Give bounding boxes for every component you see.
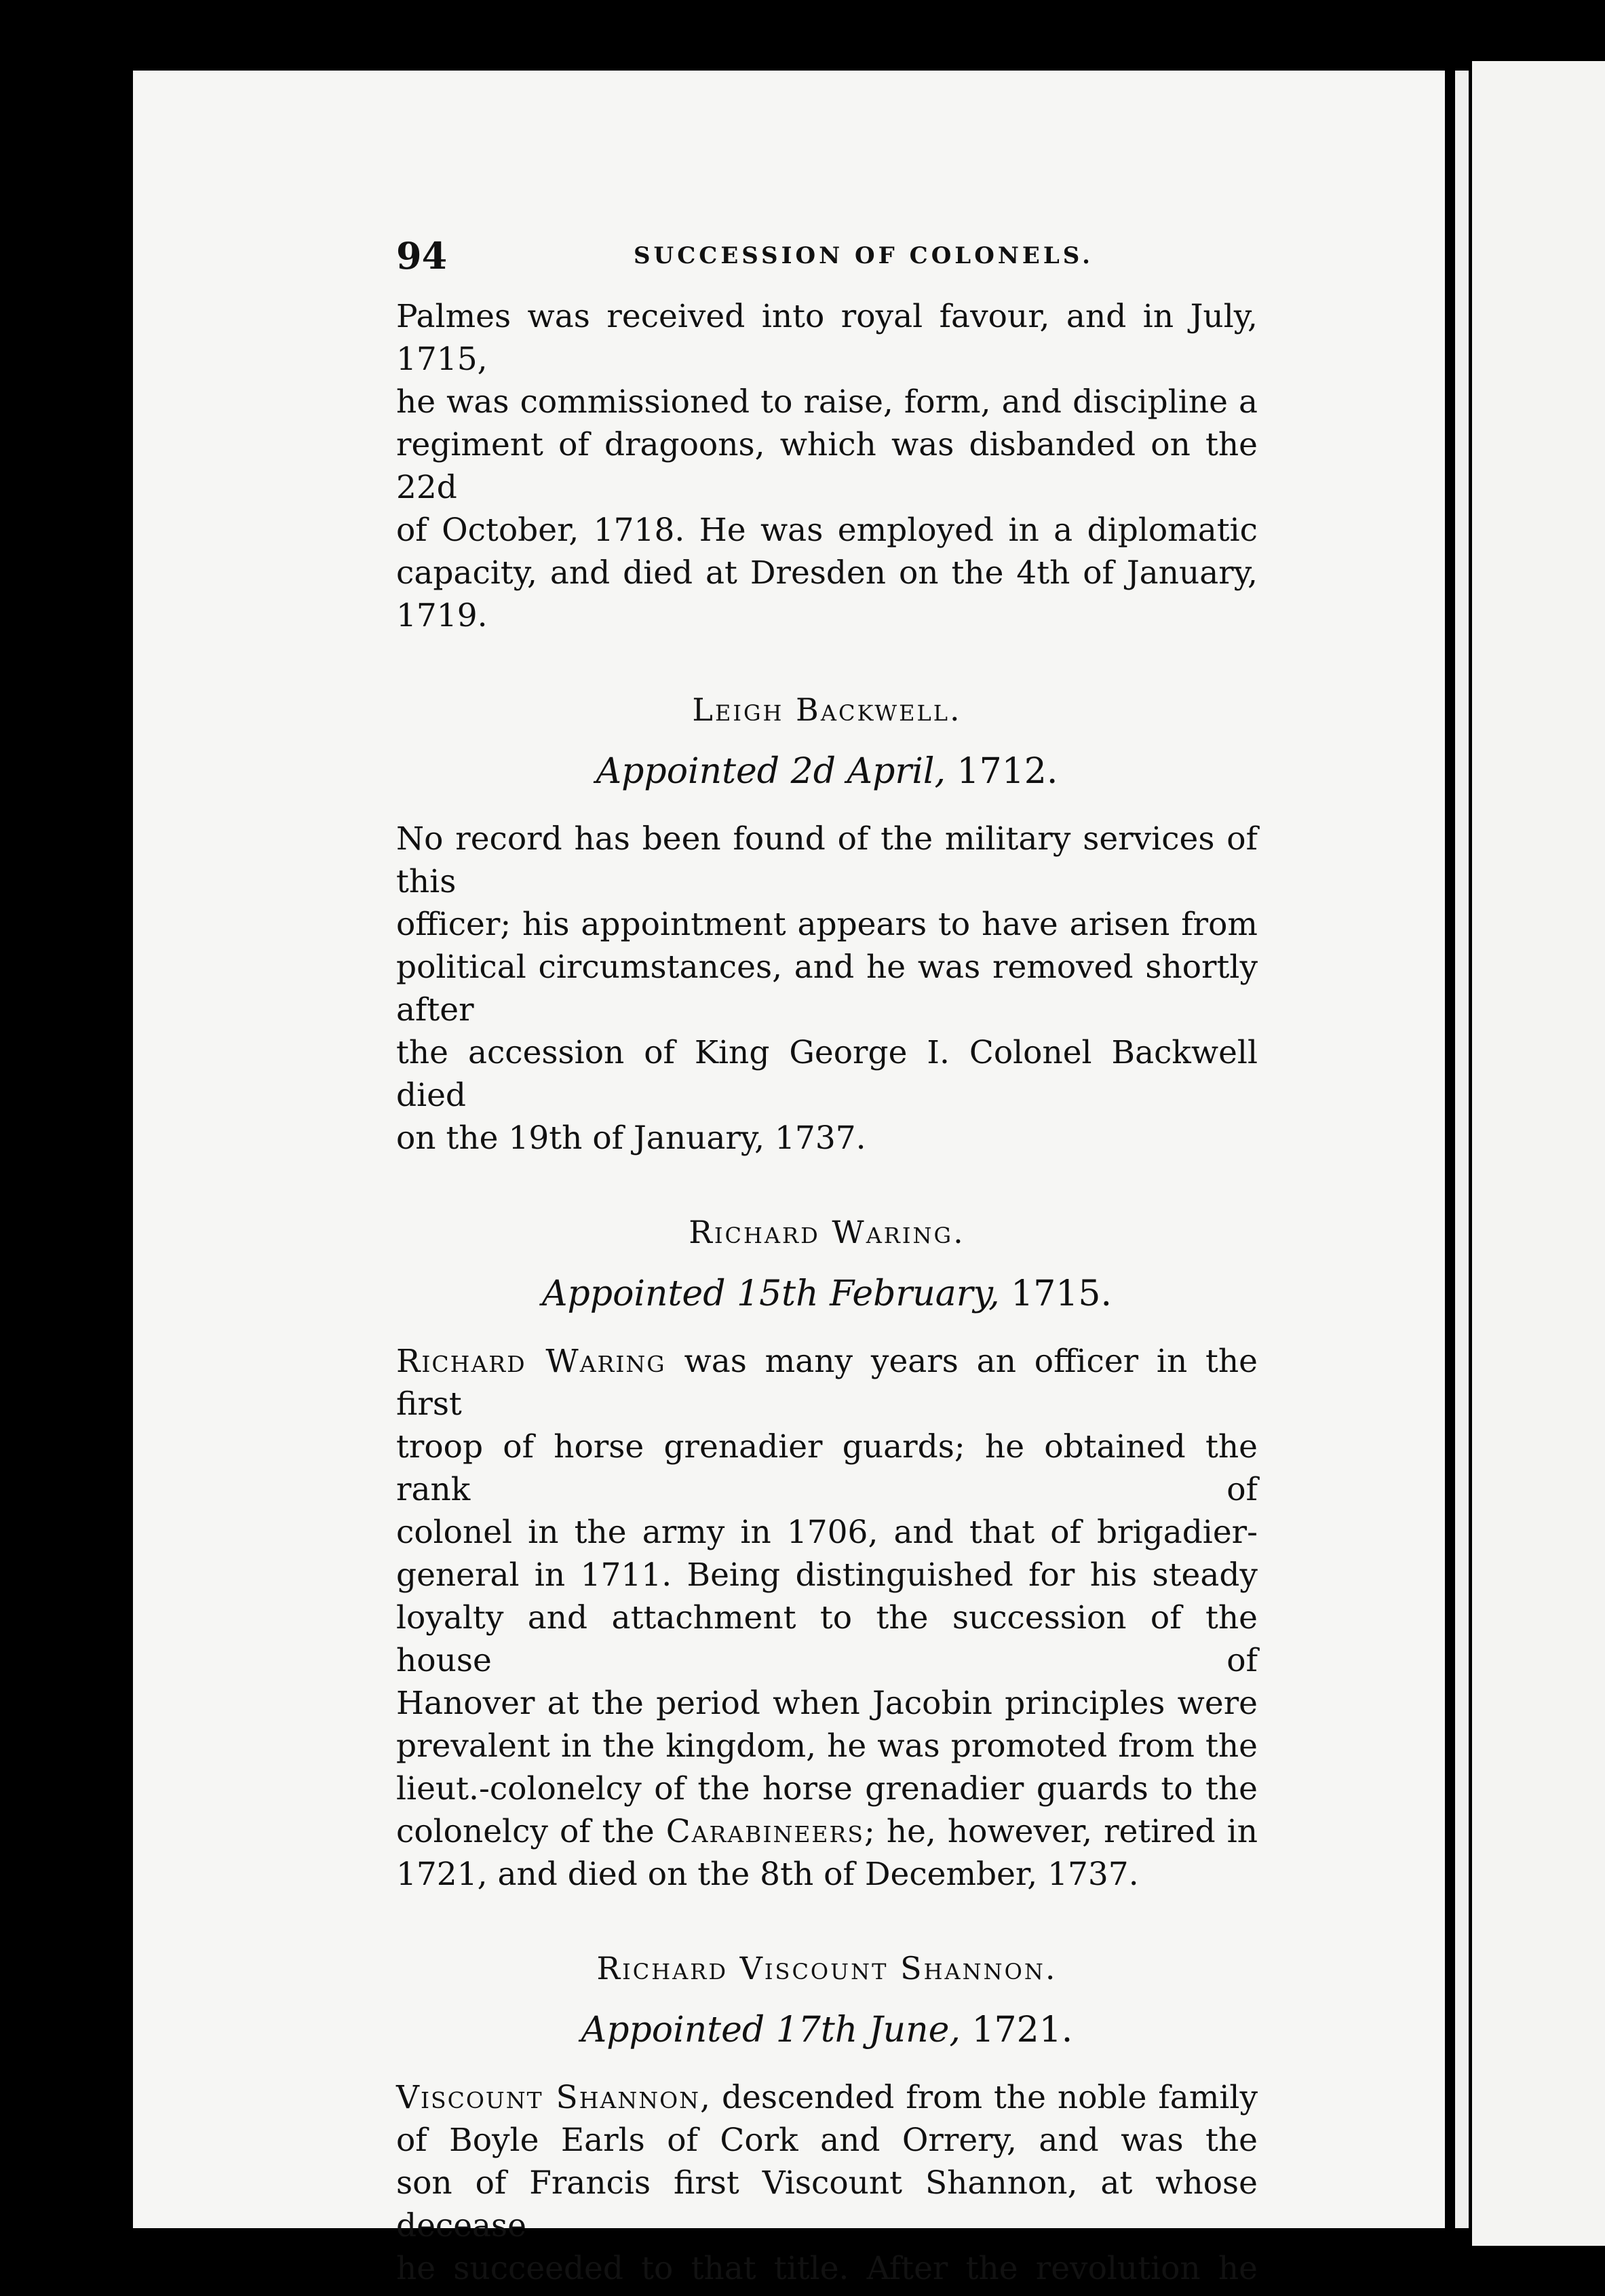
text-line: troop of horse grenadier guards; he obtained the rank of: [396, 1428, 1258, 1508]
text-line: political circumstances, and he was removed shortly after: [396, 949, 1258, 1029]
text-line: of Boyle Earls of Cork and Orrery, and was the: [396, 2122, 1258, 2159]
appointed-word: Appointed: [596, 751, 780, 792]
running-title: SUCCESSION OF COLONELS.: [634, 242, 1094, 269]
page-number: 94: [396, 234, 448, 278]
section-richard-viscount-shannon: [396, 1950, 1258, 2290]
line-part: colonelcy of the: [396, 1813, 666, 1850]
text-line: capacity, and died at Dresden on the 4th of January,: [396, 554, 1258, 592]
appointed-word: Appointed: [541, 1274, 726, 1314]
text-line: loyalty and attachment to the succession of the house of: [396, 1599, 1258, 1679]
text-line: he was commissioned to raise, form, and discipline a: [396, 383, 1258, 421]
text-line: lieut.-colonelcy of the horse grenadier guards to the: [396, 1770, 1258, 1807]
text-line: [396, 2076, 1258, 2119]
text-line: officer; his appointment appears to have arisen from: [396, 906, 1258, 943]
running-head: [396, 234, 1258, 295]
text-line: regiment of dragoons, which was disbanded on the 22d: [396, 426, 1258, 506]
appointed-word: Appointed: [581, 2010, 765, 2050]
page-edge: [1455, 71, 1469, 2228]
text-line: son of Francis first Viscount Shannon, at whose decease: [396, 2164, 1258, 2244]
text-line: prevalent in the kingdom, he was promoted from the: [396, 1727, 1258, 1765]
text-line: [396, 1810, 1258, 1853]
text-line: he succeeded to that title. After the revolution he: [396, 2250, 1258, 2287]
text-line: the accession of King George I. Colonel Backwell died: [396, 1034, 1258, 1114]
appointed-date: 17th June,: [775, 2010, 961, 2050]
text-line: 1721, and died on the 8th of December, 1737.: [396, 1856, 1139, 1893]
appointed-date: 2d April,: [790, 751, 946, 792]
appointed-year: 1721.: [971, 2010, 1073, 2050]
colonel-name: Richard Waring.: [689, 1214, 965, 1250]
appointed-year: 1715.: [1011, 1274, 1113, 1314]
text-line: Hanover at the period when Jacobin principles were: [396, 1685, 1258, 1722]
line-rest: , descended from the noble family: [700, 2079, 1258, 2116]
text-line: colonel in the army in 1706, and that of brigadier-: [396, 1514, 1258, 1551]
colonel-name: Leigh Backwell.: [692, 691, 962, 728]
text-line: [396, 1340, 1258, 1426]
appointed-date: 15th February,: [737, 1274, 1000, 1314]
line-rest: was many years an officer in the first: [396, 1343, 1258, 1423]
lead-name: Richard Waring: [396, 1343, 666, 1380]
regiment-name: Carabineers: [665, 1813, 864, 1850]
text-line: 1719.: [396, 597, 488, 634]
section-leigh-backwell: [396, 691, 1258, 1160]
section-richard-waring: [396, 1214, 1258, 1896]
appointment-line: [396, 751, 1258, 792]
text-line: Palmes was received into royal favour, and in July, 1715,: [396, 298, 1258, 378]
text-line: of October, 1718. He was employed in a diplomatic: [396, 512, 1258, 549]
lead-name: Viscount Shannon: [396, 2079, 701, 2116]
continuation-paragraph: [396, 295, 1258, 637]
appointment-line: [396, 1274, 1258, 1314]
colonel-name: Richard Viscount Shannon.: [596, 1950, 1058, 1987]
line-part: ; he, however, retired in: [864, 1813, 1258, 1850]
adjacent-page-edge: [1472, 61, 1605, 2246]
text-line: general in 1711. Being distinguished for his steady: [396, 1556, 1258, 1594]
appointment-line: [396, 2010, 1258, 2050]
appointed-year: 1712.: [956, 751, 1058, 792]
text-line: on the 19th of January, 1737.: [396, 1120, 866, 1157]
page-content: [396, 234, 1258, 2290]
text-line: No record has been found of the military services of this: [396, 820, 1258, 900]
